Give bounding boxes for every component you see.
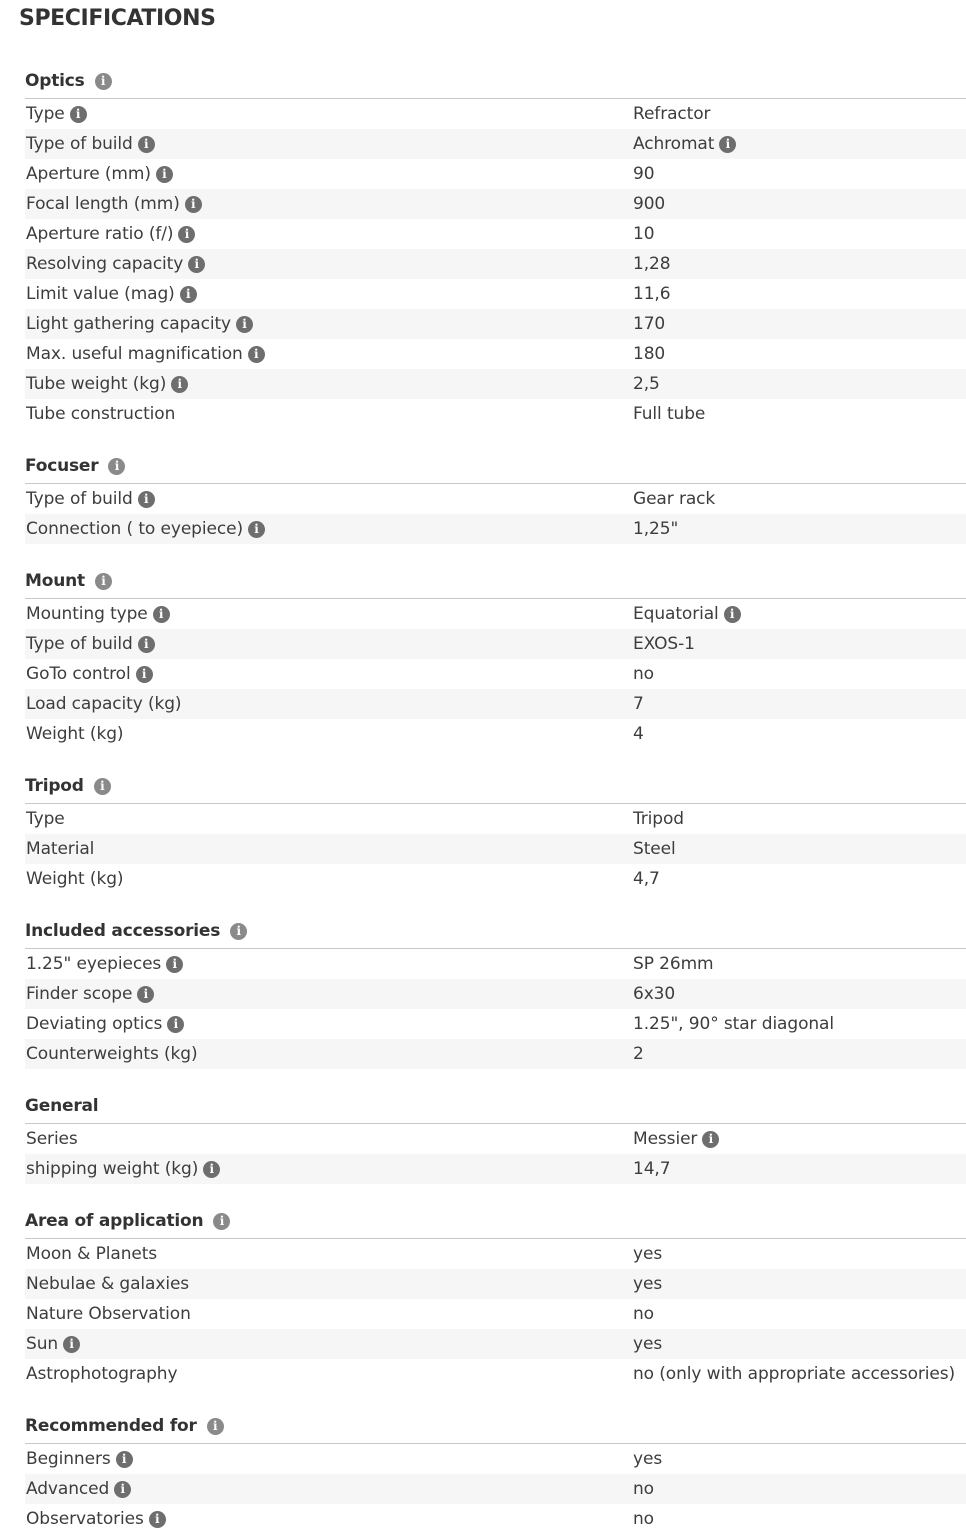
spec-value (633, 629, 695, 659)
spec-row (25, 1269, 966, 1299)
spec-value (633, 864, 660, 894)
spec-label-text: Type of build (26, 134, 133, 154)
spec-value-text: 2 (633, 1044, 644, 1064)
spec-label-text: Tube construction (26, 404, 176, 424)
spec-label (26, 339, 265, 369)
spec-value-text: yes (633, 1334, 663, 1354)
spec-value-text: Tripod (633, 809, 684, 829)
spec-value (633, 1154, 670, 1184)
spec-label (26, 719, 123, 749)
spec-row (25, 219, 966, 249)
spec-value-text: Messier (633, 1129, 698, 1149)
spec-row (25, 309, 966, 339)
spec-row (25, 689, 966, 719)
spec-row (25, 1474, 966, 1504)
spec-value-text: 10 (633, 224, 655, 244)
spec-label-text: Type of build (26, 489, 133, 509)
spec-value-text: 900 (633, 194, 666, 214)
spec-label (26, 99, 87, 129)
spec-value-text: 14,7 (633, 1159, 671, 1179)
info-icon[interactable]: i (138, 636, 155, 653)
spec-value (633, 99, 710, 129)
spec-value-text: no (633, 1479, 654, 1499)
info-icon[interactable]: i (185, 196, 202, 213)
info-icon[interactable]: i (167, 1016, 184, 1033)
info-icon[interactable]: i (156, 166, 173, 183)
spec-value-text: Equatorial (633, 604, 719, 624)
spec-label-text: Astrophotography (26, 1364, 178, 1384)
spec-value (633, 1474, 654, 1504)
spec-value-text: Gear rack (633, 489, 716, 509)
spec-row (25, 279, 966, 309)
spec-row (25, 399, 966, 429)
spec-label-text: Type of build (26, 634, 133, 654)
spec-label-text: Focal length (mm) (26, 194, 180, 214)
spec-label-text: Resolving capacity (26, 254, 184, 274)
spec-label-text: Sun (26, 1334, 59, 1354)
spec-value (633, 1444, 662, 1474)
spec-value-text: 11,6 (633, 284, 671, 304)
spec-label (26, 689, 181, 719)
spec-label (26, 309, 253, 339)
spec-value (633, 599, 741, 629)
section-title-included-accessories (25, 916, 247, 946)
spec-value (633, 1269, 662, 1299)
spec-label-text: Advanced (26, 1479, 110, 1499)
spec-label (26, 804, 65, 834)
spec-value (633, 659, 654, 689)
spec-row (25, 804, 966, 834)
spec-value-text: 1,28 (633, 254, 671, 274)
spec-row (25, 979, 966, 1009)
spec-label (26, 484, 155, 514)
spec-value-text: 6x30 (633, 984, 676, 1004)
spec-value-text: Achromat (633, 134, 715, 154)
spec-value (633, 834, 676, 864)
spec-row (25, 629, 966, 659)
spec-label-text: Observatories (26, 1509, 144, 1529)
spec-label (26, 979, 154, 1009)
spec-label-text: Tube weight (kg) (26, 374, 167, 394)
spec-label-text: Series (26, 1129, 78, 1149)
spec-value-text: Steel (633, 839, 676, 859)
spec-value-text: no (633, 1304, 654, 1324)
spec-label-text: Mounting type (26, 604, 148, 624)
spec-row (25, 1009, 966, 1039)
info-icon[interactable]: i (136, 666, 153, 683)
spec-value (633, 339, 665, 369)
spec-value (633, 514, 678, 544)
spec-value (633, 249, 670, 279)
spec-row (25, 1154, 966, 1184)
info-icon[interactable]: i (95, 573, 112, 590)
section-title-tripod (25, 771, 111, 801)
info-icon[interactable]: i (114, 1481, 131, 1498)
spec-label (26, 864, 123, 894)
section-title-label: Mount (25, 571, 85, 591)
info-icon[interactable]: i (137, 986, 154, 1003)
section-title-label: Focuser (25, 456, 99, 476)
spec-row (25, 189, 966, 219)
spec-label-text: 1.25" eyepieces (26, 954, 162, 974)
spec-value (633, 1039, 644, 1069)
info-icon[interactable]: i (203, 1161, 220, 1178)
spec-row (25, 99, 966, 129)
section-title-label: Area of application (25, 1211, 204, 1231)
spec-row (25, 484, 966, 514)
spec-label-text: Max. useful magnification (26, 344, 243, 364)
section-title-label: General (25, 1096, 99, 1116)
spec-row (25, 159, 966, 189)
spec-label-text: Moon & Planets (26, 1244, 158, 1264)
spec-value (633, 219, 654, 249)
spec-value (633, 1359, 955, 1389)
page-title: SPECIFICATIONS (19, 6, 216, 31)
section-title-area-of-application (25, 1206, 230, 1236)
spec-label (26, 1299, 191, 1329)
spec-label-text: Load capacity (kg) (26, 694, 182, 714)
spec-label-text: Weight (kg) (26, 869, 124, 889)
spec-label (26, 1239, 157, 1269)
info-icon[interactable]: i (166, 956, 183, 973)
spec-row (25, 129, 966, 159)
spec-value-text: no (only with appropriate accessories) (633, 1364, 956, 1384)
spec-value-text: 90 (633, 164, 655, 184)
info-icon[interactable]: i (213, 1213, 230, 1230)
spec-value-text: 4 (633, 724, 644, 744)
info-icon[interactable]: i (180, 286, 197, 303)
spec-value (633, 719, 644, 749)
info-icon[interactable]: i (149, 1511, 166, 1528)
spec-value (633, 689, 644, 719)
spec-label-text: Material (26, 839, 95, 859)
info-icon[interactable]: i (178, 226, 195, 243)
spec-value (633, 1299, 654, 1329)
spec-row (25, 1359, 966, 1389)
spec-label-text: Counterweights (kg) (26, 1044, 198, 1064)
spec-label (26, 1444, 133, 1474)
section-title-recommended-for (25, 1411, 224, 1441)
spec-row (25, 249, 966, 279)
spec-label-text: Light gathering capacity (26, 314, 231, 334)
info-icon[interactable]: i (719, 136, 736, 153)
spec-value (633, 159, 654, 189)
spec-label (26, 1474, 131, 1504)
spec-row (25, 864, 966, 894)
spec-label (26, 159, 173, 189)
spec-value-text: Refractor (633, 104, 711, 124)
spec-label (26, 1269, 189, 1299)
spec-row (25, 659, 966, 689)
spec-value-text: no (633, 664, 654, 684)
spec-value-text: 180 (633, 344, 666, 364)
spec-value (633, 399, 705, 429)
section-title-focuser (25, 451, 125, 481)
spec-value (633, 129, 736, 159)
section-title-mount (25, 566, 112, 596)
section-title-label: Recommended for (25, 1416, 197, 1436)
section-title-optics (25, 66, 112, 96)
info-icon[interactable]: i (230, 923, 247, 940)
spec-label (26, 1009, 184, 1039)
info-icon[interactable]: i (248, 346, 265, 363)
info-icon[interactable]: i (236, 316, 253, 333)
spec-value-text: 1.25", 90° star diagonal (633, 1014, 834, 1034)
spec-value (633, 369, 660, 399)
spec-value (633, 309, 665, 339)
spec-label (26, 1504, 166, 1534)
spec-label (26, 1359, 177, 1389)
spec-value-text: Full tube (633, 404, 706, 424)
spec-row (25, 719, 966, 749)
info-icon[interactable]: i (95, 73, 112, 90)
spec-label-text: Aperture ratio (f/) (26, 224, 174, 244)
spec-label (26, 629, 155, 659)
spec-label (26, 249, 205, 279)
section-title-label: Included accessories (25, 921, 221, 941)
info-icon[interactable]: i (63, 1336, 80, 1353)
spec-label (26, 279, 197, 309)
info-icon[interactable]: i (94, 778, 111, 795)
spec-value (633, 979, 675, 1009)
info-icon[interactable]: i (70, 106, 87, 123)
spec-value (633, 1124, 719, 1154)
spec-label-text: Type (26, 104, 65, 124)
info-icon[interactable]: i (188, 256, 205, 273)
spec-label (26, 369, 188, 399)
section-title-general (25, 1091, 98, 1121)
spec-row (25, 949, 966, 979)
info-icon[interactable]: i (108, 458, 125, 475)
spec-row (25, 834, 966, 864)
info-icon[interactable]: i (153, 606, 170, 623)
spec-value (633, 1239, 662, 1269)
spec-value-text: yes (633, 1274, 663, 1294)
spec-label (26, 1329, 80, 1359)
spec-value-text: 4,7 (633, 869, 660, 889)
spec-label-text: Type (26, 809, 65, 829)
info-icon[interactable]: i (171, 376, 188, 393)
spec-label (26, 189, 202, 219)
spec-label (26, 399, 175, 429)
spec-label-text: GoTo control (26, 664, 131, 684)
spec-label (26, 1124, 78, 1154)
spec-value (633, 804, 684, 834)
spec-label-text: Limit value (mag) (26, 284, 175, 304)
info-icon[interactable]: i (248, 521, 265, 538)
spec-value (633, 484, 715, 514)
spec-row (25, 339, 966, 369)
spec-row (25, 1504, 966, 1534)
section-title-label: Tripod (25, 776, 84, 796)
spec-row (25, 514, 966, 544)
spec-value-text: EXOS-1 (633, 634, 695, 654)
spec-value-text: 1,25" (633, 519, 679, 539)
info-icon[interactable]: i (138, 491, 155, 508)
spec-label (26, 659, 153, 689)
spec-label (26, 834, 94, 864)
spec-label (26, 1154, 220, 1184)
spec-row (25, 369, 966, 399)
spec-value-text: 2,5 (633, 374, 660, 394)
spec-row (25, 1329, 966, 1359)
spec-value (633, 1504, 654, 1534)
info-icon[interactable]: i (724, 606, 741, 623)
spec-label-text: Beginners (26, 1449, 111, 1469)
info-icon[interactable]: i (702, 1131, 719, 1148)
spec-row (25, 1039, 966, 1069)
spec-label-text: Weight (kg) (26, 724, 124, 744)
section-title-label: Optics (25, 71, 85, 91)
spec-row (25, 1444, 966, 1474)
spec-label-text: Aperture (mm) (26, 164, 151, 184)
spec-label-text: shipping weight (kg) (26, 1159, 199, 1179)
spec-label-text: Finder scope (26, 984, 133, 1004)
spec-label (26, 219, 195, 249)
spec-value (633, 1009, 834, 1039)
spec-label-text: Nebulae & galaxies (26, 1274, 190, 1294)
spec-row (25, 599, 966, 629)
spec-label-text: Deviating optics (26, 1014, 163, 1034)
spec-value-text: 7 (633, 694, 644, 714)
spec-value-text: yes (633, 1244, 663, 1264)
spec-label (26, 1039, 198, 1069)
spec-value (633, 1329, 662, 1359)
spec-value (633, 279, 670, 309)
info-icon[interactable]: i (116, 1451, 133, 1468)
spec-row (25, 1299, 966, 1329)
spec-label-text: Nature Observation (26, 1304, 191, 1324)
spec-row (25, 1124, 966, 1154)
spec-label (26, 129, 155, 159)
info-icon[interactable]: i (207, 1418, 224, 1435)
spec-label (26, 949, 183, 979)
spec-label-text: Connection ( to eyepiece) (26, 519, 243, 539)
spec-value (633, 189, 665, 219)
info-icon[interactable]: i (138, 136, 155, 153)
spec-value-text: 170 (633, 314, 666, 334)
spec-label (26, 599, 170, 629)
spec-row (25, 1239, 966, 1269)
spec-value (633, 949, 714, 979)
spec-value-text: no (633, 1509, 654, 1529)
spec-label (26, 514, 265, 544)
spec-value-text: SP 26mm (633, 954, 714, 974)
spec-value-text: yes (633, 1449, 663, 1469)
